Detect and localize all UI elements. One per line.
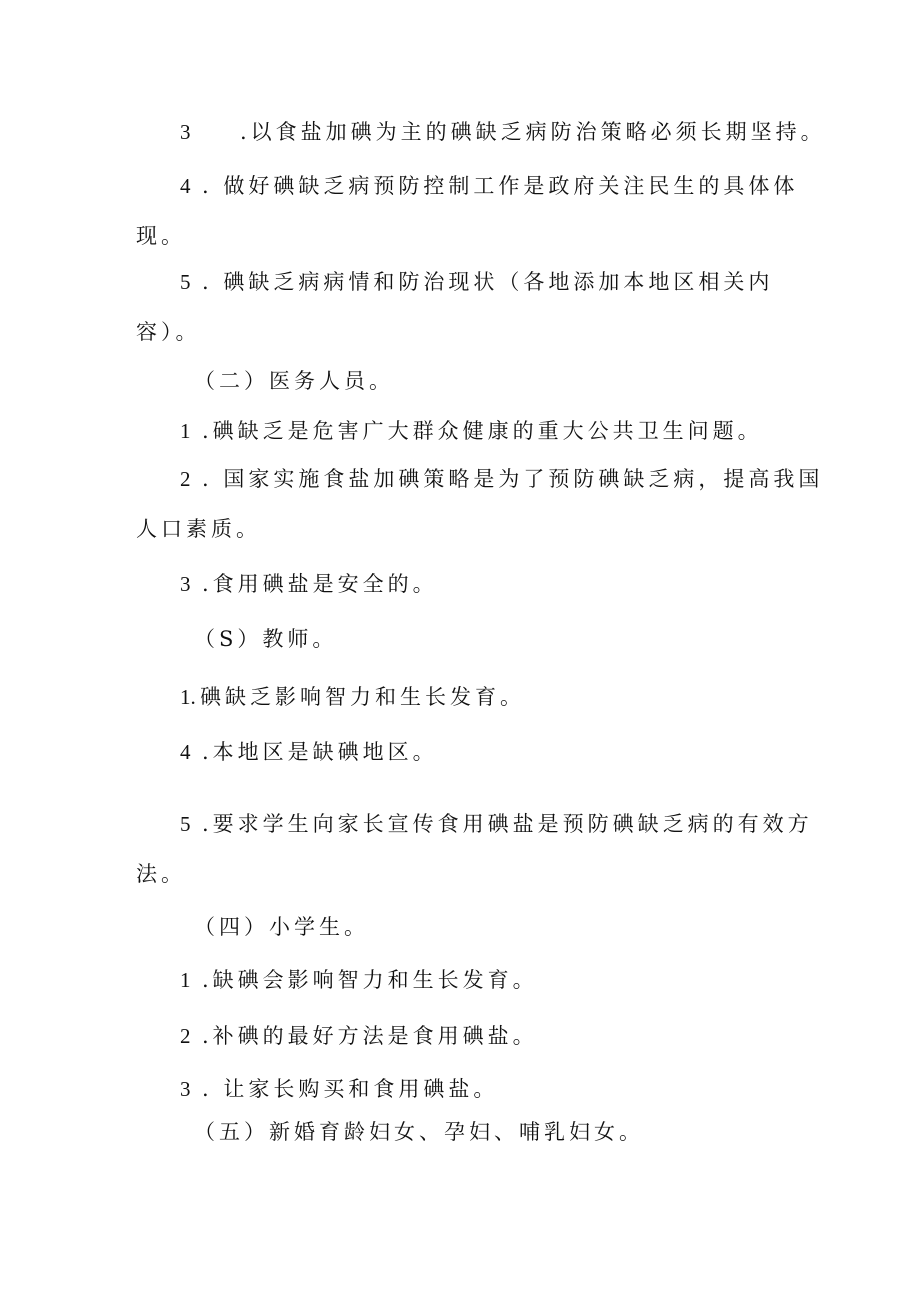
line-text: .缺碘会影响智力和生长发育。 — [202, 968, 538, 992]
line-text: 现。 — [136, 224, 186, 248]
line-text: 人口素质。 — [136, 517, 261, 541]
paragraph-line — [180, 417, 763, 445]
paragraph-line — [136, 222, 186, 250]
item-number: 2 — [180, 467, 191, 491]
line-text: . 国家实施食盐加碘策略是为了预防碘缺乏病，提高我国 — [202, 467, 824, 491]
line-text: . 碘缺乏病病情和防治现状（各地添加本地区相关内 — [202, 270, 774, 294]
paragraph-line — [180, 966, 538, 994]
paragraph-line — [180, 1022, 538, 1050]
section-heading — [194, 625, 337, 653]
paragraph-line — [180, 1075, 498, 1103]
paragraph-line — [136, 515, 261, 543]
paragraph-line — [180, 172, 798, 200]
paragraph-line — [180, 683, 525, 711]
paragraph-line — [180, 268, 773, 296]
paragraph-line — [180, 810, 813, 838]
section-heading — [194, 913, 369, 941]
paragraph-line — [180, 118, 826, 146]
paragraph-line — [180, 570, 438, 598]
item-number: 1 — [180, 968, 191, 992]
line-text: .补碘的最好方法是食用碘盐。 — [202, 1024, 538, 1048]
heading-text: （四）小学生。 — [194, 915, 369, 939]
item-number: 4 — [180, 174, 191, 198]
item-number: 4 — [180, 740, 191, 764]
line-text: 碘缺乏影响智力和生长发育。 — [200, 685, 525, 709]
heading-text: （二）医务人员。 — [194, 369, 394, 393]
item-number: 5 — [180, 812, 191, 836]
section-heading — [194, 367, 394, 395]
line-text: . 让家长购买和食用碘盐。 — [202, 1077, 499, 1101]
item-number: 1 — [180, 419, 191, 443]
line-text: 容）。 — [136, 320, 201, 344]
line-text: . 做好碘缺乏病预防控制工作是政府关注民生的具体体 — [202, 174, 799, 198]
item-number: 1. — [180, 685, 196, 709]
paragraph-line — [136, 318, 201, 346]
item-number: 2 — [180, 1024, 191, 1048]
heading-text: （S）教师。 — [194, 627, 338, 651]
item-number: 5 — [180, 270, 191, 294]
paragraph-line — [136, 860, 186, 888]
item-number: 3 — [180, 120, 191, 144]
item-number: 3 — [180, 572, 191, 596]
item-number: 3 — [180, 1077, 191, 1101]
paragraph-line — [180, 738, 438, 766]
line-text: .要求学生向家长宣传食用碘盐是预防碘缺乏病的有效方 — [202, 812, 813, 836]
section-heading — [194, 1118, 644, 1146]
line-text: .食用碘盐是安全的。 — [202, 572, 438, 596]
line-text: 法。 — [136, 862, 186, 886]
heading-text: （五）新婚育龄妇女、孕妇、哺乳妇女。 — [194, 1120, 644, 1144]
line-text: .本地区是缺碘地区。 — [202, 740, 438, 764]
paragraph-line — [180, 465, 823, 493]
line-text: .以食盐加碘为主的碘缺乏病防治策略必须长期坚持。 — [240, 120, 826, 144]
line-text: .碘缺乏是危害广大群众健康的重大公共卫生问题。 — [202, 419, 763, 443]
